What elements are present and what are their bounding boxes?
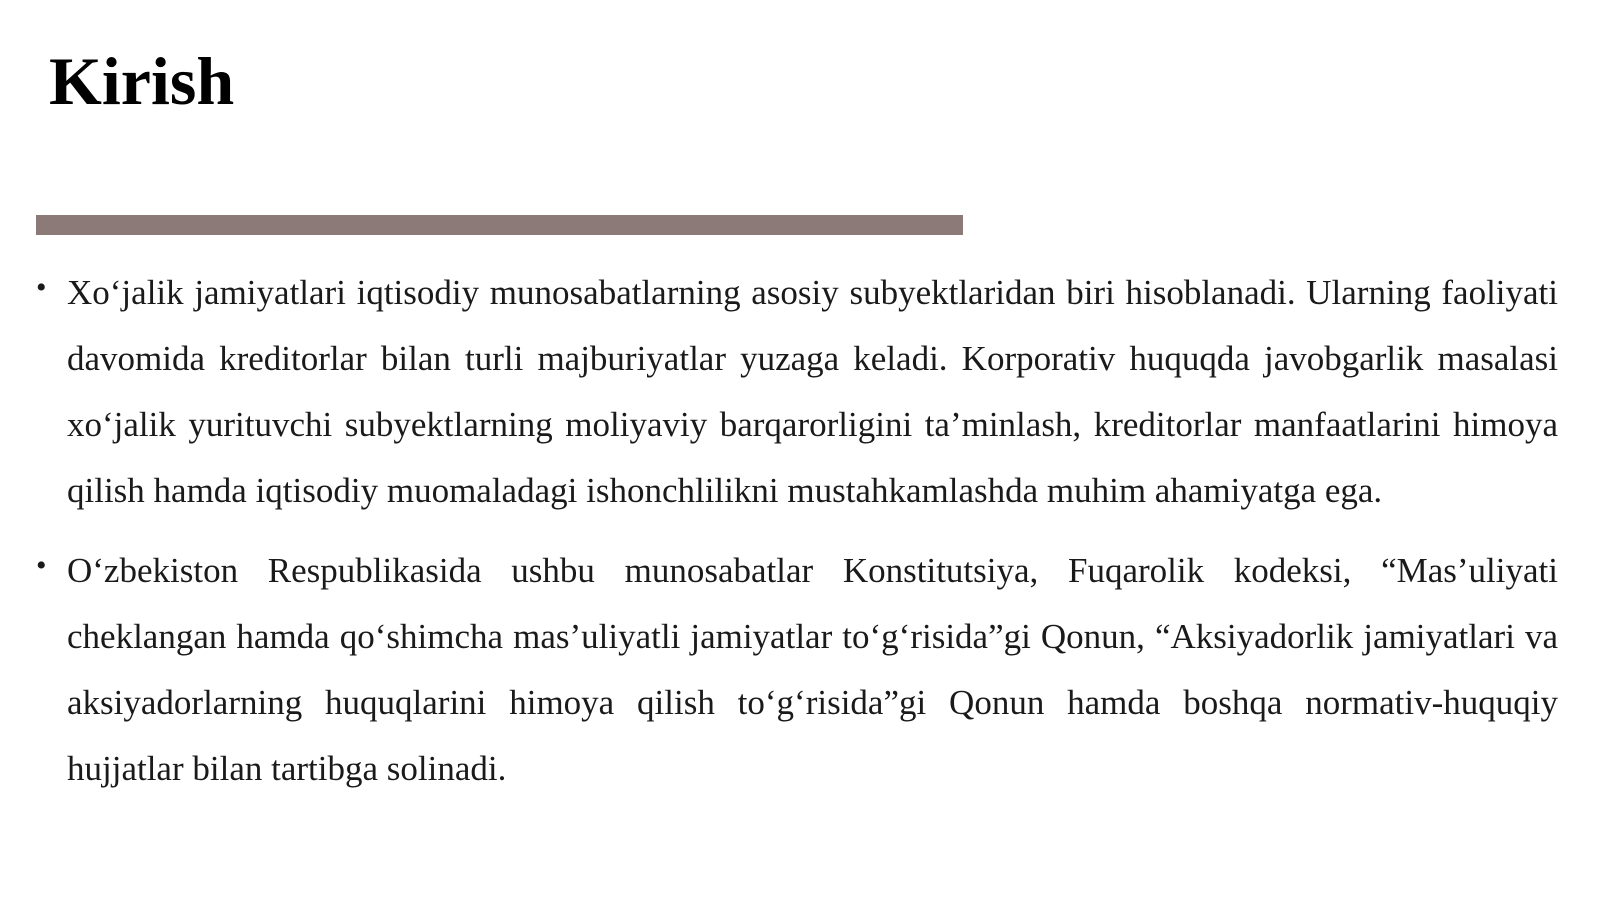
bullet-list (36, 260, 1558, 816)
title-accent-bar (36, 215, 963, 235)
bullet-item (36, 260, 1558, 524)
bullet-dot-icon: • (36, 271, 47, 304)
bullet-dot-icon: • (36, 549, 47, 582)
bullet-text: O‘zbekiston Respublikasida ushbu munosabatlar Konstitutsiya, Fuqarolik kodeksi, “Mas’uliyati cheklangan hamda qo‘shimcha mas’uliyatli jamiyatlar to‘g‘risida”gi Qonun, “Aksiyadorlik jamiyatlari va aksiyadorlarning huquqlarini himoya qilish to‘g‘risida”gi Qonun hamda boshqa normativ-huquqiy hujjatlar bilan tartibga solinadi. (67, 551, 1558, 788)
bullet-text: Xo‘jalik jamiyatlari iqtisodiy munosabatlarning asosiy subyektlaridan biri hisoblanadi. Ularning faoliyati davomida kreditorlar bilan turli majburiyatlar yuzaga keladi. Korporativ huquqda javobgarlik masalasi xo‘jalik yurituvchi subyektlarning moliyaviy barqarorligini ta’minlash, kreditorlar manfaatlarini himoya qilish hamda iqtisodiy muomaladagi ishonchlilikni mustahkamlashda muhim ahamiyatga ega. (67, 273, 1558, 510)
bullet-item (36, 538, 1558, 802)
slide-title: Kirish (49, 43, 235, 119)
